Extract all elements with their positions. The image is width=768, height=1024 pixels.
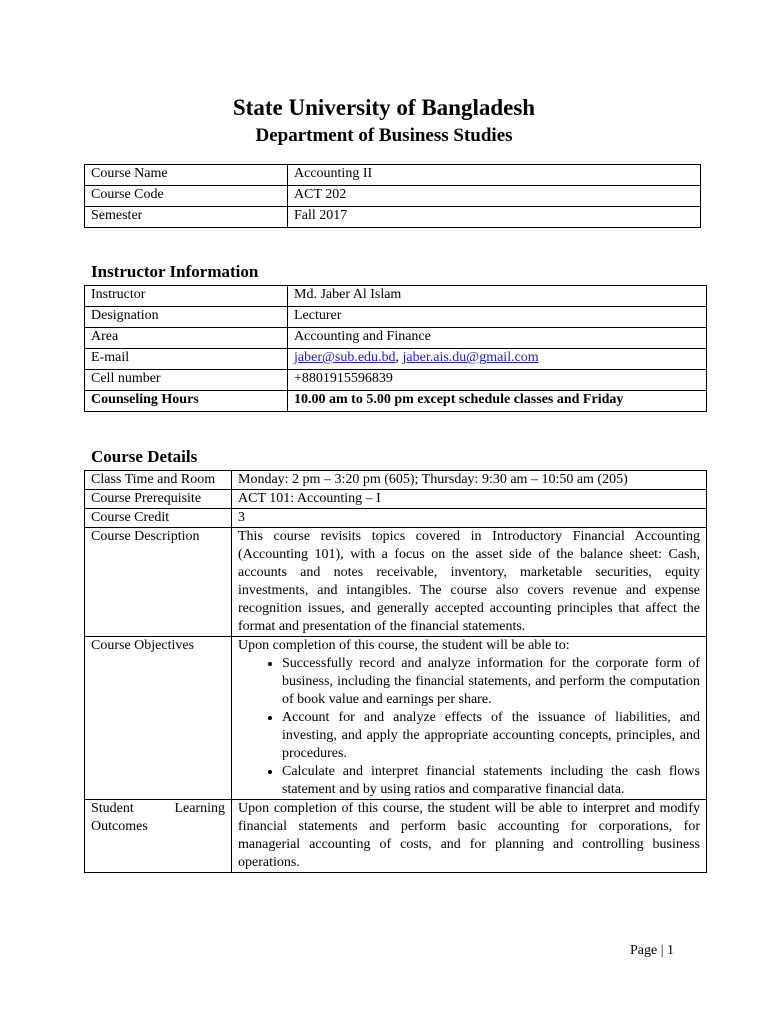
table-row (85, 637, 707, 800)
slo-label-word-1: Student (91, 801, 134, 816)
slo-label-word-3: Outcomes (91, 819, 148, 834)
list-item: • Account for and analyze effects of the issuance of liabilities, and investing, and apply the appropriate accounting concepts, principles, and procedures. (282, 709, 700, 763)
objectives-label: Course Objectives (85, 637, 232, 800)
department-title: Department of Business Studies (255, 125, 513, 146)
table-row (85, 391, 707, 412)
page-number: Page | 1 (630, 943, 675, 958)
cell-label: Cell number (85, 370, 288, 391)
email-separator: , (395, 350, 403, 365)
course-code-label: Course Code (85, 186, 288, 207)
table-row (85, 471, 707, 490)
course-name-label: Course Name (85, 165, 288, 186)
course-details-table (84, 470, 707, 873)
table-row (85, 186, 701, 207)
instructor-label: Instructor (85, 286, 288, 307)
description-value: This course revisits topics covered in Introductory Financial Accounting (Accounting 101), with a focus on the asset side of the balance sheet: Cash, accounts and notes receivable, inventory, marketable securities, equity investments, and intangibles. The course also covers revenue and expense recognition issues, and generally accepted accounting principles that affect the format and presentation of the financial statements. (232, 528, 707, 637)
list-item: • Successfully record and analyze information for the corporate form of business, including the financial statements, and perform the computation of book value and earnings per share. (282, 655, 700, 709)
email-label: E-mail (85, 349, 288, 370)
credit-value: 3 (232, 509, 707, 528)
designation-label: Designation (85, 307, 288, 328)
table-row (85, 307, 707, 328)
objectives-value (232, 637, 707, 800)
table-row (85, 490, 707, 509)
university-title: State University of Bangladesh (232, 95, 536, 120)
table-row (85, 800, 707, 873)
instructor-table (84, 285, 707, 412)
course-code-value: ACT 202 (288, 186, 701, 207)
table-row (85, 286, 707, 307)
slo-value: Upon completion of this course, the student will be able to interpret and modify financial statements and perform basic accounting for corporations, for managerial accounting of costs, and for planning and controlling business operations. (232, 800, 707, 873)
table-row (85, 328, 707, 349)
list-item: • Calculate and interpret financial statements including the cash flows statement and by using ratios and comparative financial data. (282, 763, 700, 799)
table-row (85, 165, 701, 186)
course-details-heading: Course Details (91, 447, 198, 466)
class-time-label: Class Time and Room (85, 471, 232, 490)
course-name-value: Accounting II (288, 165, 701, 186)
email-value (288, 349, 707, 370)
prerequisite-value: ACT 101: Accounting – I (232, 490, 707, 509)
area-label: Area (85, 328, 288, 349)
credit-label: Course Credit (85, 509, 232, 528)
slo-label (85, 800, 232, 873)
description-label: Course Description (85, 528, 232, 637)
class-time-value: Monday: 2 pm – 3:20 pm (605); Thursday: 9:30 am – 10:50 am (205) (232, 471, 707, 490)
semester-label: Semester (85, 207, 288, 228)
prerequisite-label: Course Prerequisite (85, 490, 232, 509)
table-row (85, 207, 701, 228)
counseling-hours-label: Counseling Hours (85, 391, 288, 412)
table-row (85, 509, 707, 528)
designation-value: Lecturer (288, 307, 707, 328)
objectives-list (238, 655, 700, 799)
area-value: Accounting and Finance (288, 328, 707, 349)
email-link-2[interactable]: jaber.ais.du@gmail.com (402, 350, 539, 365)
instructor-value: Md. Jaber Al Islam (288, 286, 707, 307)
table-row (85, 370, 707, 391)
objectives-intro: Upon completion of this course, the student will be able to: (238, 638, 570, 653)
instructor-section-heading: Instructor Information (91, 262, 259, 281)
course-info-table (84, 164, 701, 228)
table-row (85, 349, 707, 370)
email-link-1[interactable]: jaber@sub.edu.bd (294, 350, 396, 365)
slo-label-word-2: Learning (174, 801, 225, 816)
counseling-hours-value: 10.00 am to 5.00 pm except schedule classes and Friday (288, 391, 707, 412)
table-row (85, 528, 707, 637)
semester-value: Fall 2017 (288, 207, 701, 228)
cell-value: +8801915596839 (288, 370, 707, 391)
